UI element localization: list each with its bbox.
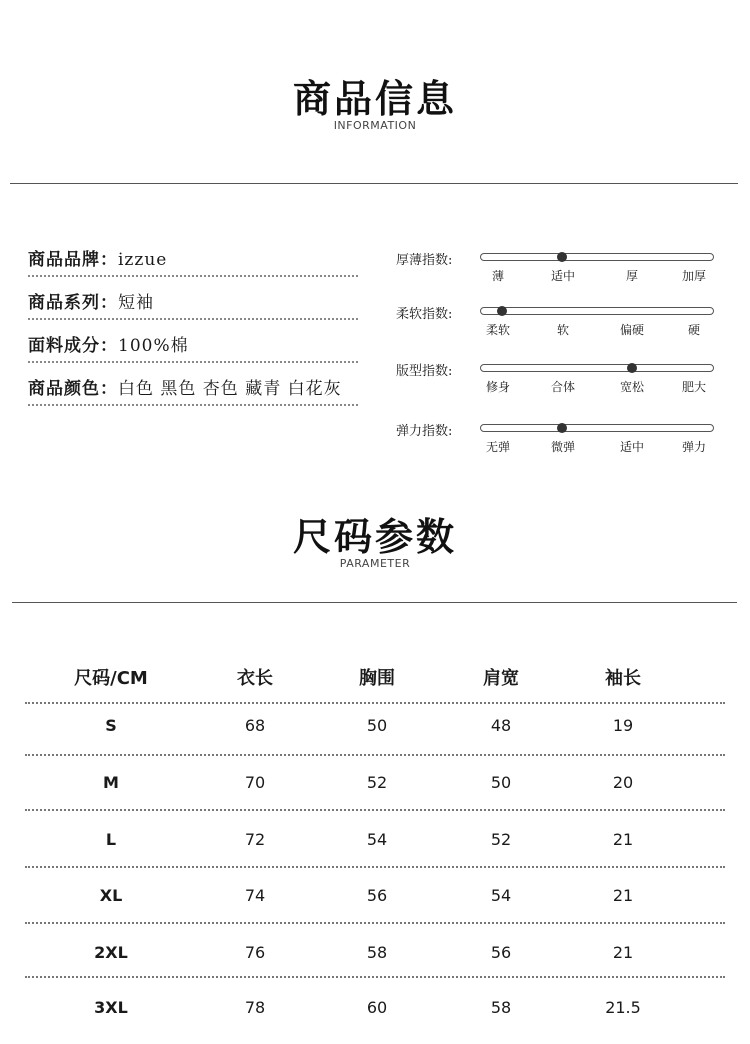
scale-option: 偏硬 xyxy=(619,323,644,337)
scale-track xyxy=(480,424,714,432)
product-color-value: 白色 黑色 杏色 藏青 白花灰 xyxy=(118,379,342,399)
table-cell: 21 xyxy=(612,943,634,962)
scale-option: 薄 xyxy=(491,269,504,283)
scale-knob xyxy=(497,306,507,316)
scale-option: 厚 xyxy=(625,269,638,283)
table-row-separator xyxy=(25,866,725,868)
elasticity-scale-label: 弹力指数: xyxy=(396,424,453,439)
table-cell: 58 xyxy=(490,998,512,1017)
fit-scale xyxy=(396,360,716,410)
product-color-row xyxy=(28,374,358,416)
product-fabric-label: 面料成分： xyxy=(28,336,118,356)
scale-option: 合体 xyxy=(550,380,575,394)
table-cell: 72 xyxy=(244,830,266,849)
table-cell: 76 xyxy=(244,943,266,962)
table-cell-size: 2XL xyxy=(94,943,128,962)
table-cell: 68 xyxy=(244,716,266,735)
table-cell: 52 xyxy=(366,773,388,792)
scale-option: 加厚 xyxy=(681,269,706,283)
table-cell: 21.5 xyxy=(605,998,641,1017)
product-fabric-value: 100%棉 xyxy=(118,336,189,356)
scale-option: 弹力 xyxy=(681,440,706,454)
elasticity-scale xyxy=(396,420,716,470)
table-cell: 60 xyxy=(366,998,388,1017)
scale-knob xyxy=(627,363,637,373)
scale-knob xyxy=(557,423,567,433)
table-header-sleeve: 袖长 xyxy=(605,668,641,689)
scale-option: 软 xyxy=(556,323,569,337)
product-brand-value: izzue xyxy=(118,250,168,270)
table-header-size: 尺码/CM xyxy=(74,668,148,689)
product-series-row xyxy=(28,288,358,330)
table-row-separator xyxy=(25,754,725,756)
scale-track xyxy=(480,253,714,261)
scale-track xyxy=(480,307,714,315)
table-cell: 20 xyxy=(612,773,634,792)
table-cell: 54 xyxy=(490,886,512,905)
table-cell-size: 3XL xyxy=(94,998,128,1017)
product-fabric-row xyxy=(28,331,358,373)
table-cell: 54 xyxy=(366,830,388,849)
table-row-separator xyxy=(25,809,725,811)
scale-option: 宽松 xyxy=(619,380,644,394)
product-brand-row xyxy=(28,245,358,287)
table-cell: 21 xyxy=(612,830,634,849)
dotted-separator xyxy=(28,318,358,320)
table-cell-size: S xyxy=(105,716,117,735)
table-cell: 48 xyxy=(490,716,512,735)
table-cell: 19 xyxy=(612,716,634,735)
thickness-scale xyxy=(396,249,716,299)
table-cell: 78 xyxy=(244,998,266,1017)
table-cell-size: XL xyxy=(99,886,123,905)
info-divider xyxy=(10,183,738,184)
table-header-chest: 胸围 xyxy=(359,668,395,689)
fit-scale-label: 版型指数: xyxy=(396,364,453,379)
scale-knob xyxy=(557,252,567,262)
table-row-separator xyxy=(25,702,725,704)
scale-option: 适中 xyxy=(619,440,644,454)
table-cell: 50 xyxy=(490,773,512,792)
table-cell-size: L xyxy=(105,830,117,849)
scale-option: 适中 xyxy=(550,269,575,283)
dotted-separator xyxy=(28,275,358,277)
thickness-scale-label: 厚薄指数: xyxy=(396,253,453,268)
info-section-title: 商品信息 xyxy=(292,77,457,121)
table-cell: 21 xyxy=(612,886,634,905)
product-color-label: 商品颜色： xyxy=(28,379,118,399)
dotted-separator xyxy=(28,361,358,363)
scale-option: 硬 xyxy=(687,323,700,337)
product-series-label: 商品系列： xyxy=(28,293,118,313)
scale-option: 无弹 xyxy=(485,440,510,454)
size-section-subtitle: PARAMETER xyxy=(339,557,411,570)
scale-option: 微弹 xyxy=(550,440,575,454)
softness-scale-label: 柔软指数: xyxy=(396,307,453,322)
table-cell-size: M xyxy=(103,773,119,792)
size-section-title: 尺码参数 xyxy=(292,515,457,559)
table-cell: 56 xyxy=(490,943,512,962)
scale-track xyxy=(480,364,714,372)
product-brand-label: 商品品牌： xyxy=(28,250,118,270)
softness-scale xyxy=(396,303,716,353)
size-divider xyxy=(12,602,737,603)
table-cell: 52 xyxy=(490,830,512,849)
scale-option: 柔软 xyxy=(485,323,510,337)
table-header-shoulder: 肩宽 xyxy=(483,668,519,689)
table-cell: 74 xyxy=(244,886,266,905)
product-series-value: 短袖 xyxy=(118,293,154,313)
table-cell: 50 xyxy=(366,716,388,735)
table-header-length: 衣长 xyxy=(237,668,273,689)
table-cell: 58 xyxy=(366,943,388,962)
scale-option: 肥大 xyxy=(681,380,706,394)
dotted-separator xyxy=(28,404,358,406)
table-row-separator xyxy=(25,976,725,978)
table-row-separator xyxy=(25,922,725,924)
info-section-subtitle: INFORMATION xyxy=(333,119,417,132)
scale-option: 修身 xyxy=(485,380,510,394)
table-cell: 70 xyxy=(244,773,266,792)
table-cell: 56 xyxy=(366,886,388,905)
